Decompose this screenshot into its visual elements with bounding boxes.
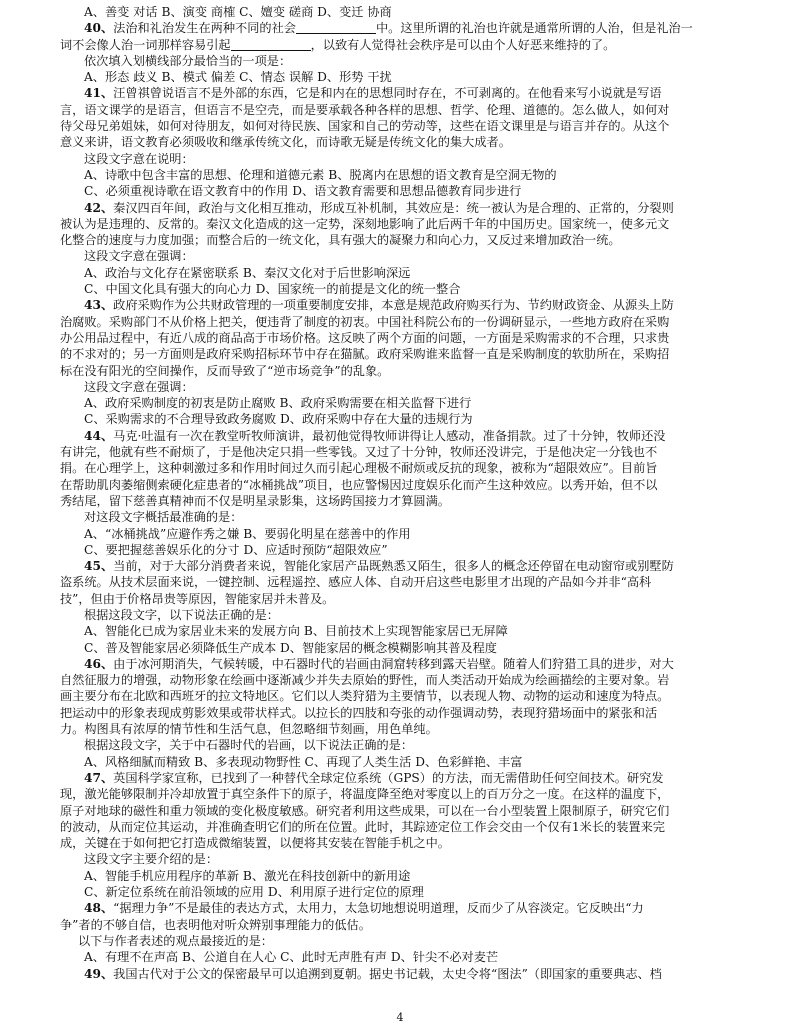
q47-stem-line5: 成，关键在于如何把它打造成微缩装置，以便将其安装在智能手机之中。 (60, 836, 450, 851)
q46-options: A、风格细腻而精致 B、多表现动物野性 C、再现了人类生活 D、色彩鲜艳、丰富 (84, 754, 523, 769)
q44-options-cd: C、要把握慈善娱乐化的分寸 D、应适时预防“超限效应” (84, 542, 388, 557)
q47-number: 47、 (84, 770, 114, 785)
q45-stem-line1: 45、当前，对于大部分消费者来说，智能化家居产品既熟悉又陌生，很多人的概念还停留在电动窗帘或别墅防 (84, 559, 674, 574)
q40-prompt: 依次填入划横线部分最恰当的一项是： (84, 53, 292, 68)
q44-options-ab: A、“冰桶挑战”应避作秀之嫌 B、要弱化明星在慈善中的作用 (84, 526, 411, 541)
q42-prompt: 这段文字意在强调： (84, 249, 194, 264)
q46-stem-line3: 画主要分布在北欧和西班牙的拉文特地区。它们以人类狩猎为主要情节，以表现人物、动物的运动和速度为特点。 (60, 689, 670, 704)
q47-stem-line3: 原子对地球的磁性和重力领域的变化极度敏感。研究者利用这些成果，可以在一台小型装置上限制原子，研究它们 (60, 803, 670, 818)
q43-options-cd: C、采购需求的不合理导致政务腐败 D、政府采购中存在大量的违规行为 (84, 412, 473, 427)
q46-stem-line5: 力。构图具有浓厚的情节性和生活气息，但忽略细节刻画，用色单纯。 (60, 722, 438, 737)
q42-stem-line1: 42、秦汉四百年间，政治与文化相互推动，形成互补机制，其效应是：统一被认为是合理的、正常的，分裂则 (84, 200, 674, 215)
fill-blank-2 (231, 38, 311, 51)
q47-options-cd: C、新定位系统在前沿领域的应用 D、利用原子进行定位的原理 (84, 885, 424, 900)
q43-number: 43、 (84, 298, 114, 313)
q47-stem-line2: 现，激光能够限制并冷却放置于真空条件下的原子，将温度降至绝对零度以上的百万分之一度。在这样的温度下， (60, 787, 670, 802)
q49-stem-line1: 49、我国古代对于公文的保密最早可以追溯到夏朝。据史书记载，太史令将“图法”（即国家的重要典志、档 (84, 966, 662, 981)
q44-stem-line5: 秀结尾，留下慈善真精神而不仅是明星录影集，这场跨国接力才算圆满。 (60, 493, 450, 508)
q39-options: A、善变 对话 B、演变 商榷 C、嬗变 磋商 D、变迁 协商 (84, 5, 392, 19)
q46-prompt: 根据这段文字，关于中石器时代的岩画，以下说法正确的是： (84, 738, 414, 753)
q43-stem-line3: 办公用品过程中，有近八成的商品高于市场价格。这反映了两个方面的问题，一方面是采购需求的不合理，只求贵 (60, 330, 670, 345)
q41-prompt: 这段文字意在说明： (84, 151, 194, 166)
q41-stem-line1: 41、汪曾祺曾说语言不是外部的东西，它是和内在的思想同时存在，不可剥离的。在他看来写小说就是写语 (84, 86, 662, 101)
q40-number: 40、 (84, 21, 114, 36)
q45-number: 45、 (84, 559, 114, 574)
q44-stem-line3: 捐。在心理学上，这种刺激过多和作用时间过久而引起心理极不耐烦或反抗的现象，被称为“超限效应”。目前旨 (60, 461, 658, 476)
q46-stem-line2: 自然征服力的增强，动物形象在绘画中逐渐减少并失去原始的野性，而人类活动开始成为绘画描绘的主要对象。岩 (60, 673, 670, 688)
q43-prompt: 这段文字意在强调： (84, 379, 194, 394)
q42-stem-line2: 被认为是违理的、反常的。秦汉文化造成的这一定势，深刻地影响了此后两千年的中国历史。国家统一，使多元文 (60, 216, 670, 231)
q45-options-cd: C、普及智能家居必须降低生产成本 D、智能家居的概念模糊影响其普及程度 (84, 640, 497, 655)
q41-number: 41、 (84, 86, 114, 101)
q44-stem-line2: 有讲完，他就有些不耐烦了，于是他决定只捐一些零钱。又过了十分钟，牧师还没讲完，于是他决定一分钱也不 (60, 445, 658, 460)
q40-options: A、形态 歧义 B、模式 偏差 C、情态 误解 D、形势 干扰 (84, 70, 392, 85)
q46-stem-line4: 把运动中的形象表现成剪影效果或带状样式。以拉长的四肢和夸张的动作强调动势，表现狩猎场面中的紧张和活 (60, 705, 658, 720)
q43-stem-line2: 治腐败。采购部门不从价格上把关，便违背了制度的初衷。中国社科院公布的一份调研显示，一些地方政府在采购 (60, 314, 670, 329)
q48-prompt: 以下与作者表述的观点最接近的是： (78, 933, 273, 948)
q49-number: 49、 (84, 966, 114, 981)
page-number: 4 (396, 1011, 404, 1024)
q44-stem-line1: 44、马克·吐温有一次在教堂听牧师演讲，最初他觉得牧师讲得让人感动，准备捐款。过了十分钟，牧师还没 (84, 428, 666, 443)
q41-stem-line2: 言，语文课学的是语言，但语言不是空壳，而是要承载各种各样的思想、哲学、伦理、道德的。怎么做人，如何对 (60, 102, 670, 117)
q48-stem-line1: 48、“据理力争”不是最佳的表达方式，太用力，太急切地想说明道理，反而少了从容淡定。它反映出“力 (84, 901, 644, 916)
q47-stem-line4: 的波动，从而定位其运动，并准确查明它们的所在位置。此时，其踪迹定位工作会交由一个仅有1米长的装置来完 (60, 819, 665, 834)
q42-options-cd: C、中国文化具有强大的向心力 D、国家统一的前提是文化的统一整合 (84, 282, 461, 297)
q45-stem-line3: 技”，但由于价格昂贵等原因，智能家居并未普及。 (60, 591, 335, 606)
q40-stem-line1: 40、法治和礼治发生在两种不同的社会 中。这里所谓的礼治也许就是通常所谓的人治，但是礼治一 (84, 21, 693, 36)
q42-number: 42、 (84, 200, 114, 215)
q46-stem-line1: 46、由于冰河期消失，气候转暖，中石器时代的岩画由洞窟转移到露天岩壁。随着人们狩猎工具的进步，对大 (84, 656, 674, 671)
fill-blank-1 (296, 21, 376, 34)
q42-stem-line3: 化整合的速度与力度加强；而整合后的一统文化，具有强大的凝聚力和向心力，又反过来增加政治一统。 (60, 233, 621, 248)
q48-options: A、有理不在声高 B、公道自在人心 C、此时无声胜有声 D、针尖不必对麦芒 (84, 950, 499, 965)
q43-stem-line5: 标在没有阳光的空间操作，反而导致了“逆市场竞争”的乱象。 (60, 363, 390, 378)
q45-stem-line2: 盗系统。从技术层面来说，一键控制、远程遥控、感应人体、自动开启这些电影里才出现的产品如今并非“高科 (60, 575, 652, 590)
q47-stem-line1: 47、英国科学家宣称，已找到了一种替代全球定位系统（GPS）的方法，而无需借助任何空间技术。研究发 (84, 770, 664, 785)
q42-options-ab: A、政治与文化存在紧密联系 B、秦汉文化对于后世影响深远 (84, 265, 411, 280)
q47-prompt: 这段文字主要介绍的是： (84, 852, 219, 867)
q46-number: 46、 (84, 656, 114, 671)
q48-stem-line2: 争”者的不够自信，也表明他对听众辨别事理能力的低估。 (60, 917, 371, 932)
q41-stem-line4: 意义来讲，语文教育必须吸收和继承传统文化，而诗歌无疑是传统文化的集大成者。 (60, 135, 511, 150)
q43-stem-line1: 43、政府采购作为公共财政管理的一项重要制度安排，本意是规范政府购买行为、节约财政资金、从源头上防 (84, 298, 674, 313)
q43-options-ab: A、政府采购制度的初衷是防止腐败 B、政府采购需要在相关监督下进行 (84, 396, 472, 411)
q44-prompt: 对这段文字概括最准确的是： (84, 510, 243, 525)
q43-stem-line4: 的不求对的；另一方面则是政府采购招标环节中存在猫腻。政府采购谁来监督一直是采购制度的软肋所在，采购招 (60, 347, 670, 362)
q45-prompt: 根据这段文字，以下说法正确的是： (84, 607, 279, 622)
q41-stem-line3: 待父母兄弟姐妹，如何对待朋友，如何对待民族、国家和自己的劳动等，这些在语文课里是与语言并存的。从这个 (60, 119, 670, 134)
q41-options-cd: C、必须重视诗歌在语文教育中的作用 D、语文教育需要和思想品德教育同步进行 (84, 184, 522, 199)
q40-stem-line2: 词不会像人治一词那样容易引起 ，以致有人觉得社会秩序是可以由个人好恶来维持的了。 (60, 37, 616, 52)
q44-stem-line4: 在帮助肌肉萎缩侧索硬化症患者的“冰桶挑战”项目，也应警惕因过度娱乐化而产生这种效应。以秀开始，但不以 (60, 477, 658, 492)
q45-options-ab: A、智能化已成为家居业未来的发展方向 B、目前技术上实现智能家居已无屏障 (84, 624, 508, 639)
q47-options-ab: A、智能手机应用程序的革新 B、激光在科技创新中的新用途 (84, 868, 411, 883)
q44-number: 44、 (84, 428, 114, 443)
q41-options-ab: A、诗歌中包含丰富的思想、伦理和道德元素 B、脱离内在思想的语文教育是空洞无物的 (84, 167, 557, 182)
q48-number: 48、 (84, 901, 114, 916)
